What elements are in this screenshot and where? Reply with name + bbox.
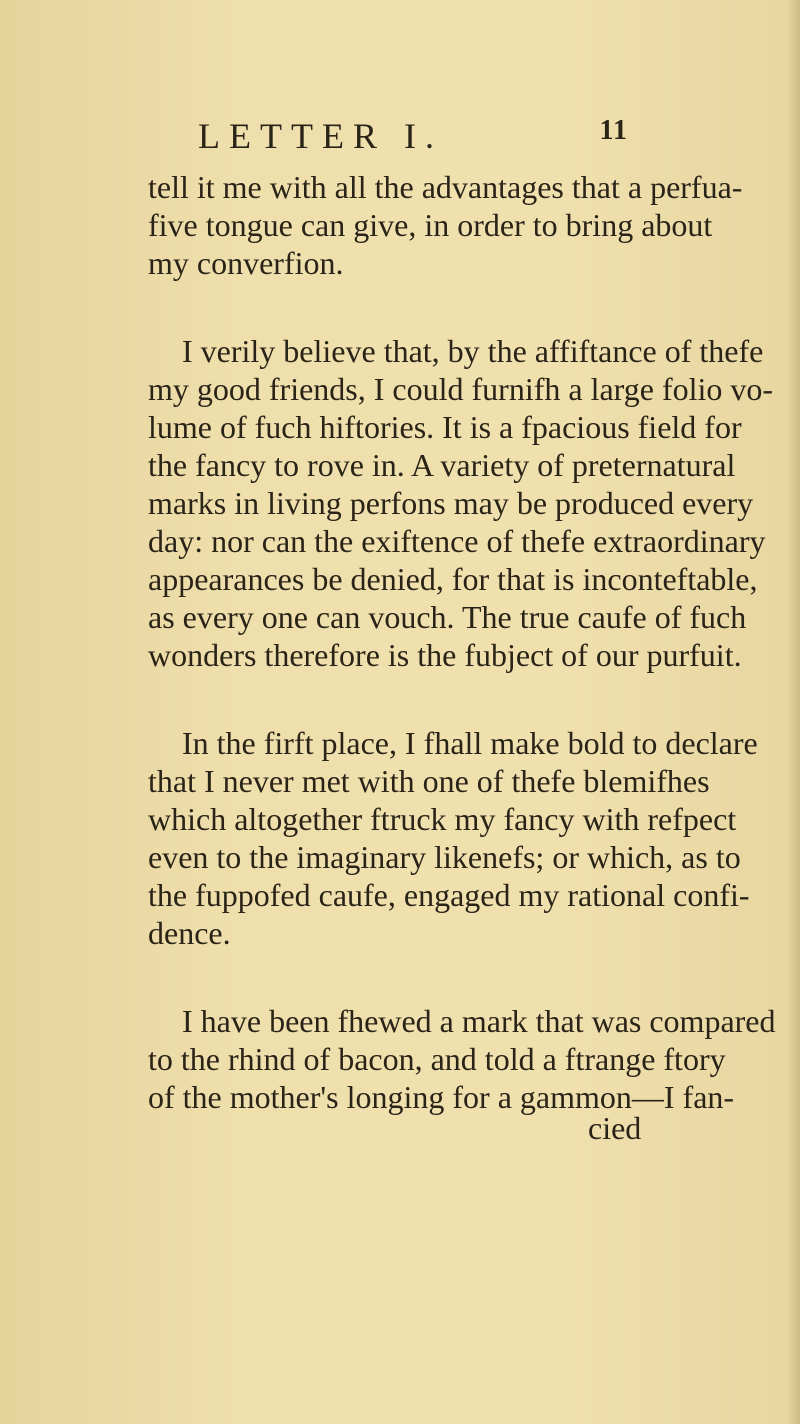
paragraph <box>148 724 758 952</box>
text-line: the fancy to rove in. A variety of preternatural <box>148 447 736 483</box>
text-line: to the rhind of bacon, and told a ftrange ftory <box>148 1041 726 1077</box>
running-head <box>198 115 628 155</box>
text-line: dence. <box>148 915 231 951</box>
text-line: lume of fuch hiftories. It is a fpacious field for <box>148 409 742 445</box>
paragraph <box>148 1002 776 1116</box>
text-line: even to the imaginary likenefs; or which, as to <box>148 839 741 875</box>
text-line: I have been fhewed a mark that was compared <box>182 1003 776 1039</box>
text-line: my converfion. <box>148 245 344 281</box>
chapter-title: LETTER I. <box>198 116 443 156</box>
text-line: the fuppofed caufe, engaged my rational confi- <box>148 877 750 913</box>
text-line: my good friends, I could furnifh a large folio vo- <box>148 371 774 407</box>
text-line: that I never met with one of thefe blemifhes <box>148 763 710 799</box>
text-line: marks in living perfons may be produced every <box>148 485 754 521</box>
text-line: tell it me with all the advantages that a perfua- <box>148 169 743 205</box>
text-line: which altogether ftruck my fancy with refpect <box>148 801 737 837</box>
text-line: day: nor can the exiftence of thefe extraordinary <box>148 523 766 559</box>
text-line: of the mother's longing for a gammon—I fan- <box>148 1079 735 1115</box>
text-line: wonders therefore is the fubject of our purfuit. <box>148 637 742 673</box>
text-line: five tongue can give, in order to bring about <box>148 207 713 243</box>
page-edge-shadow <box>786 0 800 1424</box>
paragraph <box>148 168 743 282</box>
body-text <box>148 168 776 1116</box>
text-line: as every one can vouch. The true caufe of fuch <box>148 599 747 635</box>
catchword: cied <box>588 1110 642 1146</box>
text-line: I verily believe that, by the affiftance of thefe <box>182 333 764 369</box>
text-line: In the firft place, I fhall make bold to declare <box>182 725 758 761</box>
paragraph <box>148 332 774 674</box>
page-number: 11 <box>599 115 628 146</box>
text-line: appearances be denied, for that is inconteftable, <box>148 561 758 597</box>
